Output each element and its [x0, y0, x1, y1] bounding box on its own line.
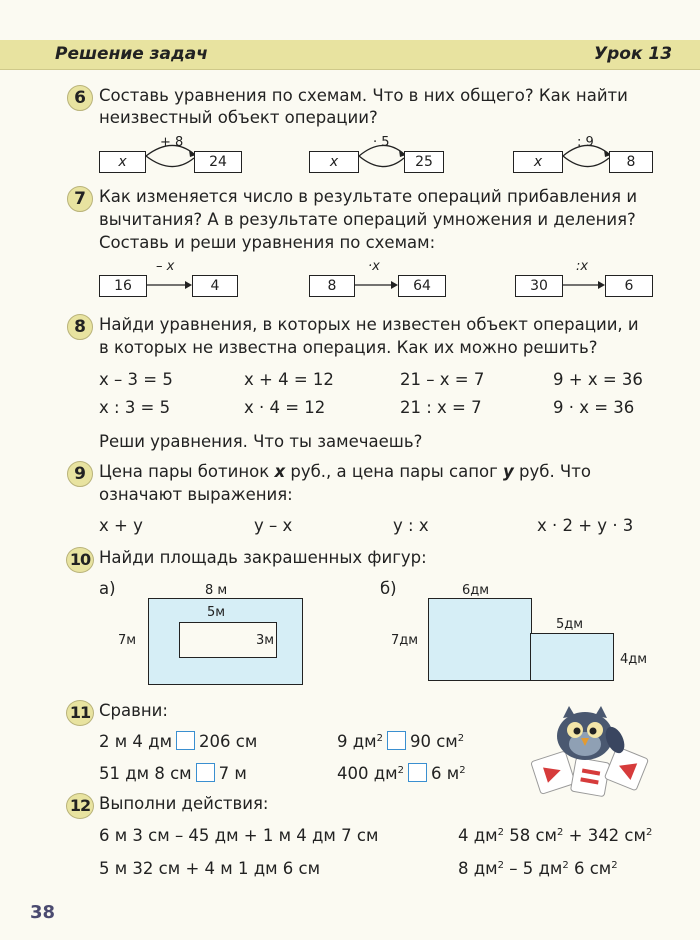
comparison: 2 м 4 дм 206 см	[99, 732, 258, 751]
task10-line: Найди площадь закрашенных фигур:	[99, 548, 427, 567]
dimension-label: 8 м	[205, 583, 228, 598]
scheme-box: 16	[99, 275, 147, 297]
task7-line: Как изменяется число в результате операций прибавления и	[99, 187, 638, 206]
equation: 9 + x = 36	[553, 370, 643, 389]
figure-label-b: б)	[380, 579, 397, 598]
dimension-label: 7дм	[391, 633, 419, 648]
scheme-operation: ·x	[368, 259, 380, 274]
scheme-box: 8	[309, 275, 355, 297]
equation: 21 : x = 7	[400, 398, 482, 417]
scheme-box: 24	[194, 151, 242, 173]
section-title: Решение задач	[55, 44, 208, 64]
task7-line: вычитания? А в результате операций умножения и деления?	[99, 210, 636, 229]
scheme-operation: + 8	[160, 135, 184, 150]
shaded-figure-b-short	[530, 633, 614, 681]
equation: x · 4 = 12	[244, 398, 326, 417]
equation: 21 – x = 7	[400, 370, 485, 389]
scheme-box: x	[513, 151, 563, 173]
compare-box[interactable]	[387, 731, 406, 750]
compare-box[interactable]	[196, 763, 215, 782]
task9-line: Цена пары ботинок x руб., а цена пары сапог y руб. Что	[99, 462, 591, 481]
equation: x + 4 = 12	[244, 370, 334, 389]
task-number: 9	[67, 461, 93, 487]
task6-line: неизвестный объект операции?	[99, 108, 378, 127]
task-number: 12	[66, 793, 94, 819]
expression: 4 $дм^2$ 58 $см^2 + 342$ $см^2$	[458, 826, 653, 845]
dimension-label: 6дм	[462, 583, 490, 598]
compare-box[interactable]	[176, 731, 195, 750]
comparison: 51 дм 8 см 7 м	[99, 764, 247, 783]
task7-line: Составь и реши уравнения по схемам:	[99, 233, 436, 252]
figure-label-a: а)	[99, 579, 116, 598]
page-number: 38	[30, 902, 56, 923]
lesson-title: Урок 13	[594, 44, 673, 64]
scheme-operation: – x	[156, 259, 175, 274]
task-number: 7	[67, 186, 93, 212]
owl-illustration	[515, 700, 665, 800]
scheme-box: x	[309, 151, 359, 173]
task8-question: Реши уравнения. Что ты замечаешь?	[99, 432, 423, 451]
scheme-operation: : 9	[577, 135, 594, 150]
scheme-box: 25	[404, 151, 444, 173]
expression: x + y	[99, 516, 143, 535]
expression: 8 $дм^2 - 5$ $дм^2$ 6 $см^2$	[458, 859, 618, 878]
task12-line: Выполни действия:	[99, 794, 269, 813]
dimension-label: 4дм	[620, 652, 648, 667]
equation: x – 3 = 5	[99, 370, 173, 389]
task8-line: в которых не известна операция. Как их можно решить?	[99, 338, 598, 357]
task-number: 10	[66, 547, 94, 573]
scheme-box: 64	[398, 275, 446, 297]
page-header	[0, 40, 700, 70]
expression: x · 2 + y · 3	[537, 516, 634, 535]
shaded-figure-b-tall	[428, 598, 532, 681]
dimension-label: 7м	[118, 633, 137, 648]
task6-line: Составь уравнения по схемам. Что в них общего? Как найти	[99, 86, 628, 105]
scheme-box: 4	[192, 275, 238, 297]
scheme-operation: :x	[576, 259, 589, 274]
task11-line: Сравни:	[99, 701, 168, 720]
task8-line: Найди уравнения, в которых не известен объект операции, и	[99, 315, 639, 334]
task9-line: означают выражения:	[99, 485, 293, 504]
scheme-box: 6	[605, 275, 653, 297]
equation: 9 · x = 36	[553, 398, 635, 417]
scheme-box: 8	[609, 151, 653, 173]
scheme-box: x	[99, 151, 146, 173]
scheme-operation: · 5	[373, 135, 390, 150]
expression: 6 м 3 см – 45 дм + 1 м 4 дм 7 см	[99, 826, 379, 845]
comparison: 9 $дм^2$ 90 $см^2$	[337, 732, 465, 751]
task-number: 8	[67, 314, 93, 340]
dimension-label: 5м	[207, 605, 226, 620]
comparison: 400 $дм^2$ 6 $м^2$	[337, 764, 466, 783]
expression: y – x	[254, 516, 293, 535]
compare-box[interactable]	[408, 763, 427, 782]
dimension-label: 3м	[256, 633, 275, 648]
task-number: 11	[66, 700, 94, 726]
dimension-label: 5дм	[556, 617, 584, 632]
expression: y : x	[393, 516, 429, 535]
task-number: 6	[67, 85, 93, 111]
scheme-box: 30	[515, 275, 563, 297]
expression: 5 м 32 см + 4 м 1 дм 6 см	[99, 859, 321, 878]
equation: x : 3 = 5	[99, 398, 171, 417]
